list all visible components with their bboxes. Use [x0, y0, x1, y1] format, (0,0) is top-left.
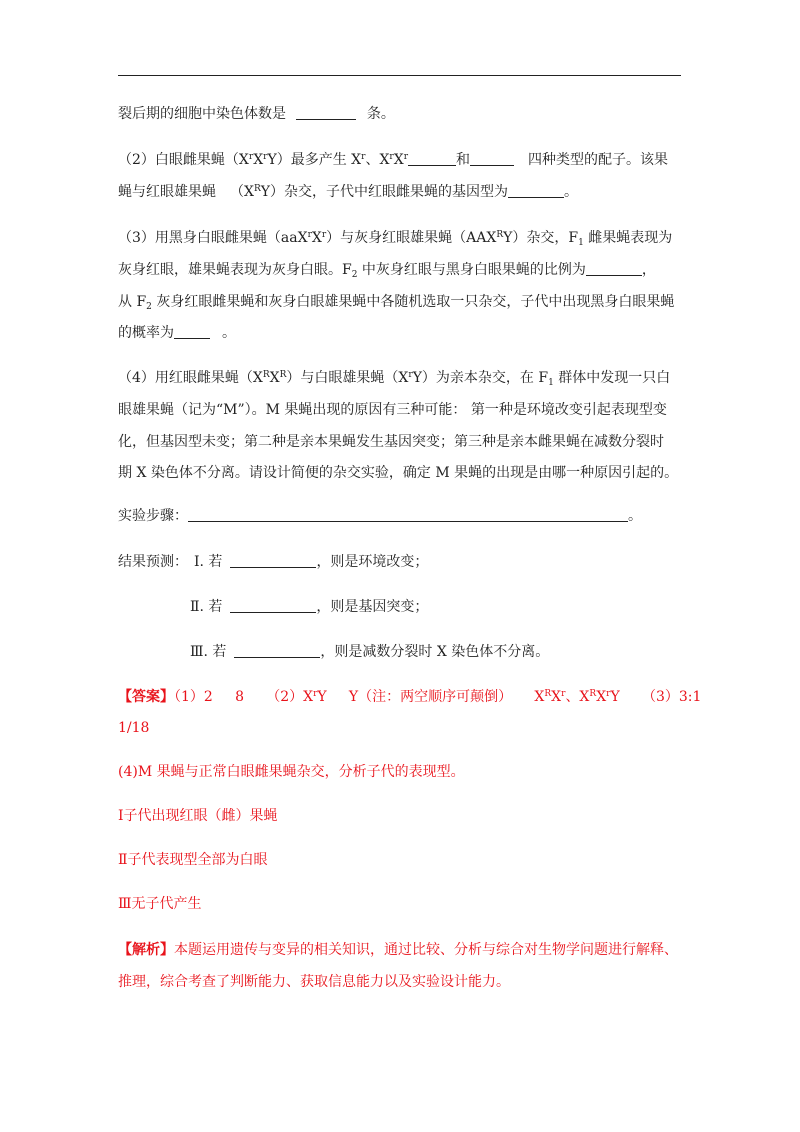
- prediction-line-1: 结果预测： Ⅰ. 若 ，则是环境改变；: [118, 554, 429, 570]
- answer-line-1: 【答案】（1）2 8 $(2)X^rY$ Y（注：两空顺序可颠倒） $X^RX^r$、$X^RX^rY$ （3）3:1: [118, 689, 702, 705]
- prediction-blank-3: [234, 643, 320, 658]
- answer-line-5: Ⅱ子代表现型全部为白眼: [118, 852, 268, 868]
- steps-blank: [188, 507, 628, 522]
- q3-blank-1: [586, 261, 642, 276]
- q3-line-3: 从 $F_2$ 灰身红眼雌果蝇和灰身白眼雄果蝇中各随机选取一只杂交，子代中出现黑身白眼果蝇: [118, 294, 675, 312]
- q2-blank-3: [508, 183, 564, 198]
- prediction-blank-1: [230, 553, 316, 568]
- analysis-line-2: 推理，综合考查了判断能力、获取信息能力以及实验设计能力。: [118, 974, 510, 990]
- header-rule: [118, 75, 681, 76]
- q3-line-1: （3）用黑身白眼雌果蝇$(aaX^rX^r)$与灰身红眼雄果蝇$(AAX^RY)$杂交，$F_1$ 雌果蝇表现为: [118, 230, 673, 248]
- analysis-line-1: 【解析】本题运用遗传与变异的相关知识，通过比较、分析与综合对生物学问题进行解释、: [118, 942, 678, 958]
- q3-line-4: 的概率为 。: [118, 325, 236, 341]
- answer-line-2: 1/18: [118, 720, 150, 736]
- experiment-steps-line: 实验步骤： 。: [118, 508, 642, 524]
- q4-line-3: 化，但基因型未变；第二种是亲本果蝇发生基因突变；第三种是亲本雌果蝇在减数分裂时: [118, 434, 664, 450]
- answer-label: 【答案】: [118, 689, 174, 705]
- q2-line-2: 蝇与红眼雄果蝇 $(X^RY)$杂交，子代中红眼雌果蝇的基因型为 。: [118, 184, 578, 200]
- prediction-blank-2: [230, 598, 316, 613]
- q2-blank-2: [470, 151, 514, 166]
- q2-line-1: （2）白眼雌果蝇$(X^rX^rY)$最多产生 $X^r$、$X^rX^r$ 和 四种类型的配子。该果: [118, 152, 669, 168]
- q4-line-4: 期 X 染色体不分离。请设计简便的杂交实验，确定 M 果蝇的出现是由哪一种原因引起的。: [118, 465, 679, 481]
- prediction-line-3: Ⅲ. 若 ，则是减数分裂时 X 染色体不分离。: [190, 644, 550, 660]
- q3-line-2: 灰身红眼，雄果蝇表现为灰身白眼。$F_2$ 中灰身红眼与黑身白眼果蝇的比例为 ，: [118, 262, 656, 280]
- q2-blank-1: [408, 151, 456, 166]
- analysis-label: 【解析】: [118, 942, 174, 958]
- q1-blank: [296, 105, 356, 120]
- answer-line-6: Ⅲ无子代产生: [118, 896, 202, 912]
- prediction-line-2: Ⅱ. 若 ，则是基因突变；: [190, 599, 429, 615]
- q4-line-2: 眼雄果蝇（记为“M”）。M 果蝇出现的原因有三种可能： 第一种是环境改变引起表现型变: [118, 402, 667, 418]
- answer-line-4: Ⅰ子代出现红眼（雌）果蝇: [118, 808, 278, 824]
- q1-tail-line: 裂后期的细胞中染色体数是 条。: [118, 106, 395, 122]
- answer-line-3: (4)M 果蝇与正常白眼雌果蝇杂交，分析子代的表现型。: [118, 764, 465, 780]
- q4-line-1: （4）用红眼雌果蝇$(X^RX^R)$与白眼雄果蝇$(X^rY)$为亲本杂交，在 $F_1$ 群体中发现一只白: [118, 370, 671, 388]
- q3-blank-2: [174, 324, 210, 339]
